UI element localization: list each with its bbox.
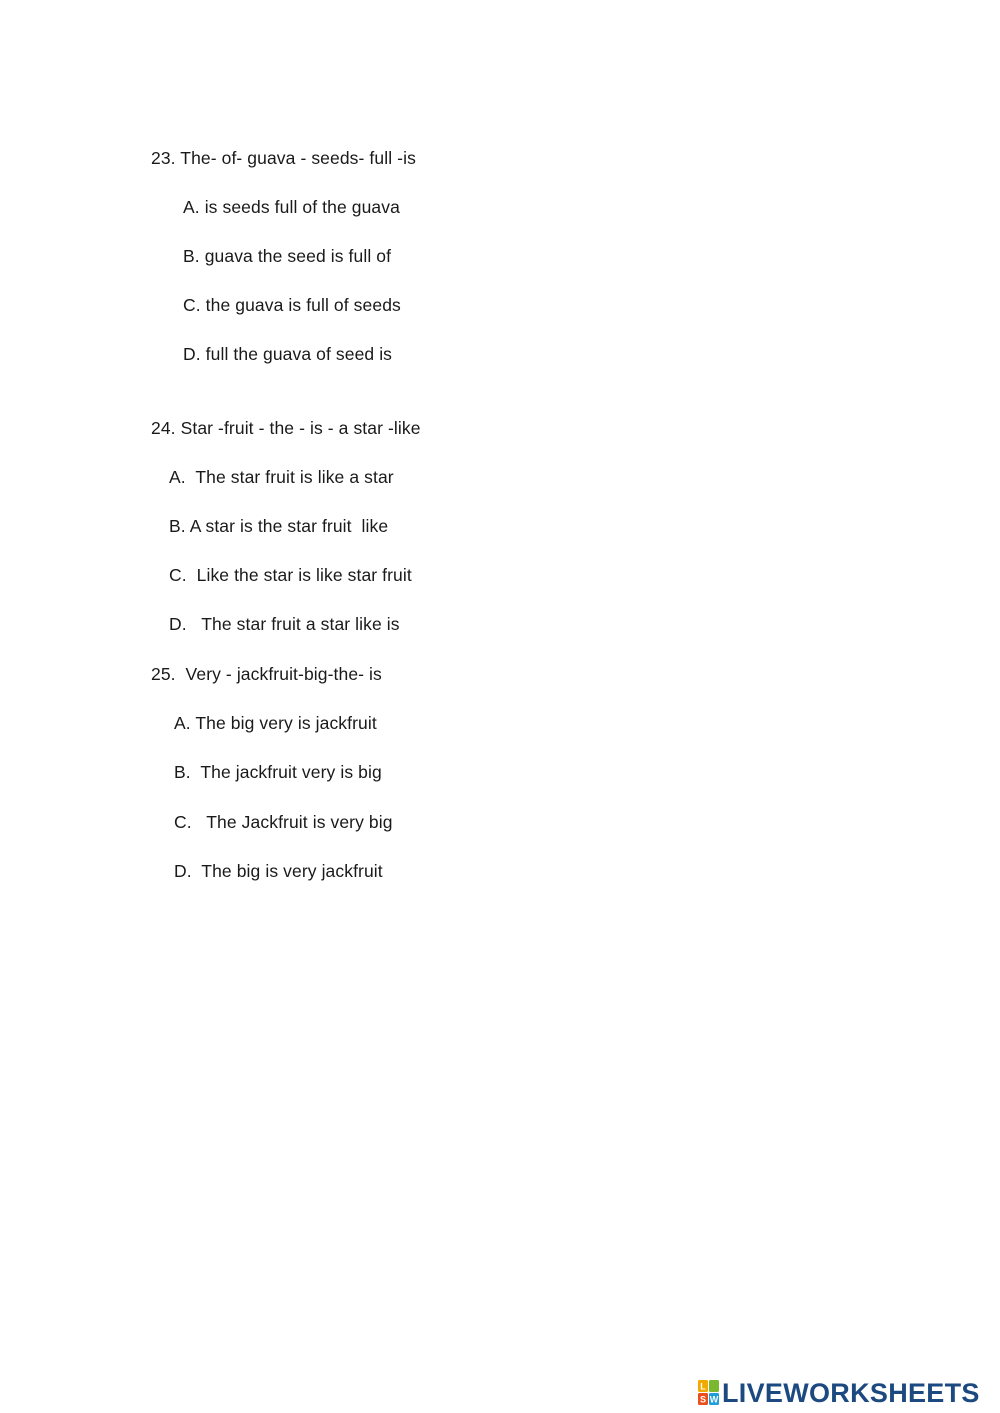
brand-name: LIVEWORKSHEETS xyxy=(722,1378,980,1408)
question-24-option-a[interactable]: A. The star fruit is like a star xyxy=(169,467,394,487)
question-24-option-b[interactable]: B. A star is the star fruit like xyxy=(169,516,389,536)
question-23-option-d[interactable]: D. full the guava of seed is xyxy=(183,344,393,364)
question-24-option-c[interactable]: C. Like the star is like star fruit xyxy=(169,565,412,585)
liveworksheets-mark-icon xyxy=(698,1380,720,1406)
question-23-option-b[interactable]: B. guava the seed is full of xyxy=(183,246,392,266)
question-24-prompt: 24. Star -fruit - the - is - a star -like xyxy=(151,418,421,438)
svg-text:L: L xyxy=(700,1381,706,1392)
svg-text:S: S xyxy=(699,1394,707,1405)
question-23-option-c[interactable]: C. the guava is full of seeds xyxy=(183,295,401,315)
svg-text:W: W xyxy=(709,1394,719,1405)
question-23-prompt: 23. The- of- guava - seeds- full -is xyxy=(151,148,416,168)
question-23-option-a[interactable]: A. is seeds full of the guava xyxy=(183,197,400,217)
question-25-option-d[interactable]: D. The big is very jackfruit xyxy=(174,861,383,881)
question-25-option-b[interactable]: B. The jackfruit very is big xyxy=(174,762,382,782)
question-24-option-d[interactable]: D. The star fruit a star like is xyxy=(169,614,400,634)
question-25-option-a[interactable]: A. The big very is jackfruit xyxy=(174,713,377,733)
question-25-prompt: 25. Very - jackfruit-big-the- is xyxy=(151,664,382,684)
question-25-option-c[interactable]: C. The Jackfruit is very big xyxy=(174,812,393,832)
liveworksheets-logo xyxy=(698,1378,980,1408)
